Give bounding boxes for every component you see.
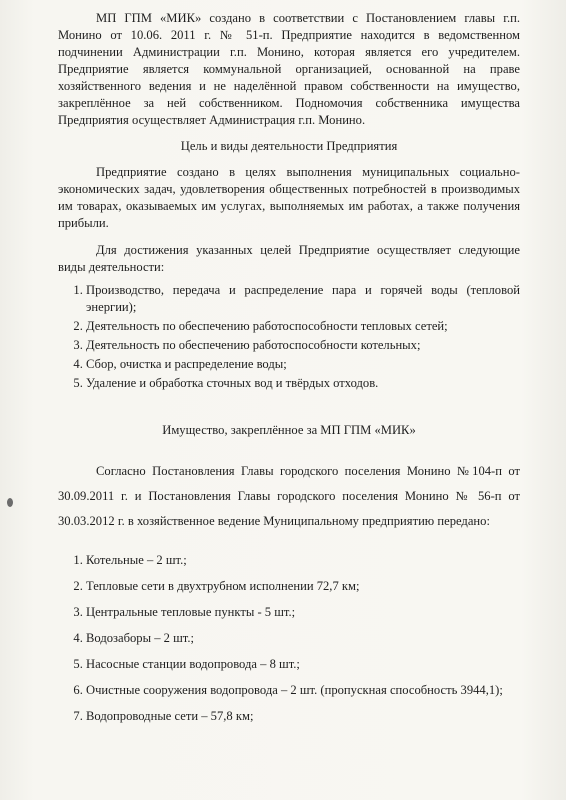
goals-paragraph: Предприятие создано в целях выполнения муниципальных социально-экономических задач, удовлетворения общественных потребностей в производимых им товарах, оказываемых им услугах, выполняемых им работах, а также получения прибыли. (58, 165, 520, 230)
list-item: 3. Центральные тепловые пункты - 5 шт.; (86, 604, 520, 621)
activities-list (58, 282, 520, 392)
list-item: 2. Тепловые сети в двухтрубном исполнении 72,7 км; (86, 578, 520, 595)
list-item: 4. Водозаборы – 2 шт.; (86, 630, 520, 647)
list-item: 2. Деятельность по обеспечению работоспособности тепловых сетей; (86, 318, 520, 335)
property-list (58, 552, 520, 725)
list-item: 5. Удаление и обработка сточных вод и твёрдых отходов. (86, 375, 520, 392)
section-heading-property: Имущество, закреплённое за МП ГПМ «МИК» (162, 423, 416, 437)
section-heading-goals: Цель и виды деятельности Предприятия (180, 139, 398, 153)
list-item: 5. Насосные станции водопровода – 8 шт.; (86, 656, 520, 673)
list-item: 4. Сбор, очистка и распределение воды; (86, 356, 520, 373)
punch-hole (7, 498, 13, 507)
list-item: 6. Очистные сооружения водопровода – 2 шт. (пропускная способность 3944,1); (86, 682, 520, 699)
activities-intro-paragraph: Для достижения указанных целей Предприятие осуществляет следующие виды деятельности: (58, 243, 520, 274)
list-item: 1. Котельные – 2 шт.; (86, 552, 520, 569)
document-body (58, 10, 520, 734)
property-paragraph: Согласно Постановления Главы городского поселения Монино №104-п от 30.09.2011 г. и Постановления Главы городского поселения Монино № 56-п от 30.03.2012 г. в хозяйственное ведение Муниципальному предприятию передано: (58, 464, 520, 528)
list-item: 3. Деятельность по обеспечению работоспособности котельных; (86, 337, 520, 354)
intro-paragraph: МП ГПМ «МИК» создано в соответствии с Постановлением главы г.п. Монино от 10.06. 2011 г. № 51-п. Предприятие находится в ведомственном подчинении Администрации г.п. Монино, которая является его учредителем. Предприятие является коммунальной организацией, основанной на праве хозяйственного ведения и не наделённой правом собственности на имущество, закреплённое за ней собственником. Подномочия собственника имущества Предприятия осуществляет Администрация г.п. Монино. (58, 11, 520, 127)
list-item: 1. Производство, передача и распределение пара и горячей воды (тепловой энергии); (86, 282, 520, 316)
list-item: 7. Водопроводные сети – 57,8 км; (86, 708, 520, 725)
